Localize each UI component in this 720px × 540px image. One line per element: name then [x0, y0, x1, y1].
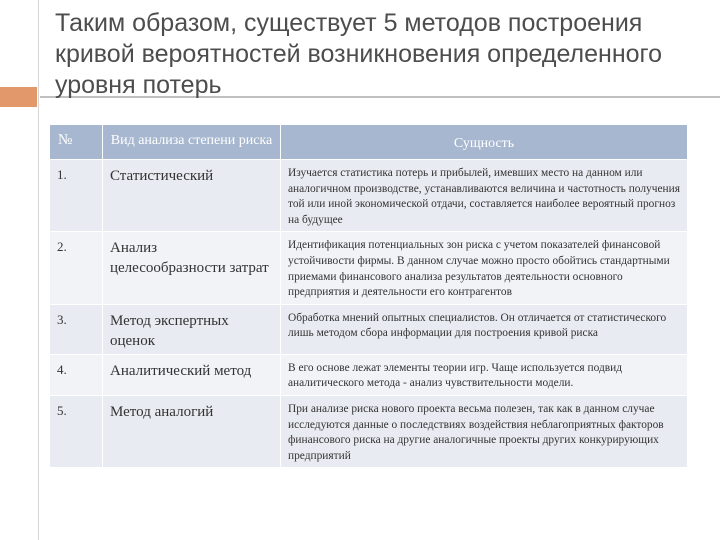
methods-table [49, 124, 688, 468]
table-row [50, 232, 688, 304]
table-row [50, 354, 688, 395]
slide-title-line: уровня потерь [55, 71, 222, 99]
accent-block [0, 87, 37, 107]
table-row [50, 304, 688, 354]
row-essence: Изучается статистика потерь и прибылей, имевших место на данном или аналогичном производстве, устанавливаются величина и частотность получения той или иной экономической отдачи, составляется наиболее вероятный прогноз на будущее [281, 160, 688, 232]
table-header-row [50, 125, 688, 160]
table-row [50, 395, 688, 467]
row-essence: Обработка мнений опытных специалистов. Он отличается от статистического лишь методом сбора информации для построения кривой риска [281, 304, 688, 354]
slide-title-line: Таким образом, существует 5 методов построения [55, 9, 643, 37]
header-number: № [50, 125, 103, 160]
row-method: Анализ целесообразности затрат [103, 232, 281, 304]
row-number: 2. [50, 232, 103, 304]
row-method: Метод аналогий [103, 395, 281, 467]
slide-title-line: кривой вероятностей возникновения определенного [55, 40, 663, 68]
row-method: Статистический [103, 160, 281, 232]
row-essence: Идентификация потенциальных зон риска с учетом показателей финансовой устойчивости фирмы. В данном случае можно просто обойтись стандартными приемами финансового анализа результатов деятельности основного предприятия и деятельности его контрагентов [281, 232, 688, 304]
row-essence: В его основе лежат элементы теории игр. Чаще используется подвид аналитического метода - анализ чувствительности модели. [281, 354, 688, 395]
row-number: 1. [50, 160, 103, 232]
table-row [50, 160, 688, 232]
row-number: 4. [50, 354, 103, 395]
row-essence: При анализе риска нового проекта весьма полезен, так как в данном случае исследуются данные о последствиях воздействия неблагоприятных факторов финансового риска на другие аналогичные проекты других конкурирующих предприятий [281, 395, 688, 467]
row-method: Аналитический метод [103, 354, 281, 395]
header-analysis-type: Вид анализа степени риска [103, 125, 281, 160]
row-method: Метод экспертных оценок [103, 304, 281, 354]
left-guide-line [38, 0, 39, 540]
header-essence: Сущность [281, 125, 688, 160]
row-number: 5. [50, 395, 103, 467]
slide-title [55, 8, 710, 101]
row-number: 3. [50, 304, 103, 354]
